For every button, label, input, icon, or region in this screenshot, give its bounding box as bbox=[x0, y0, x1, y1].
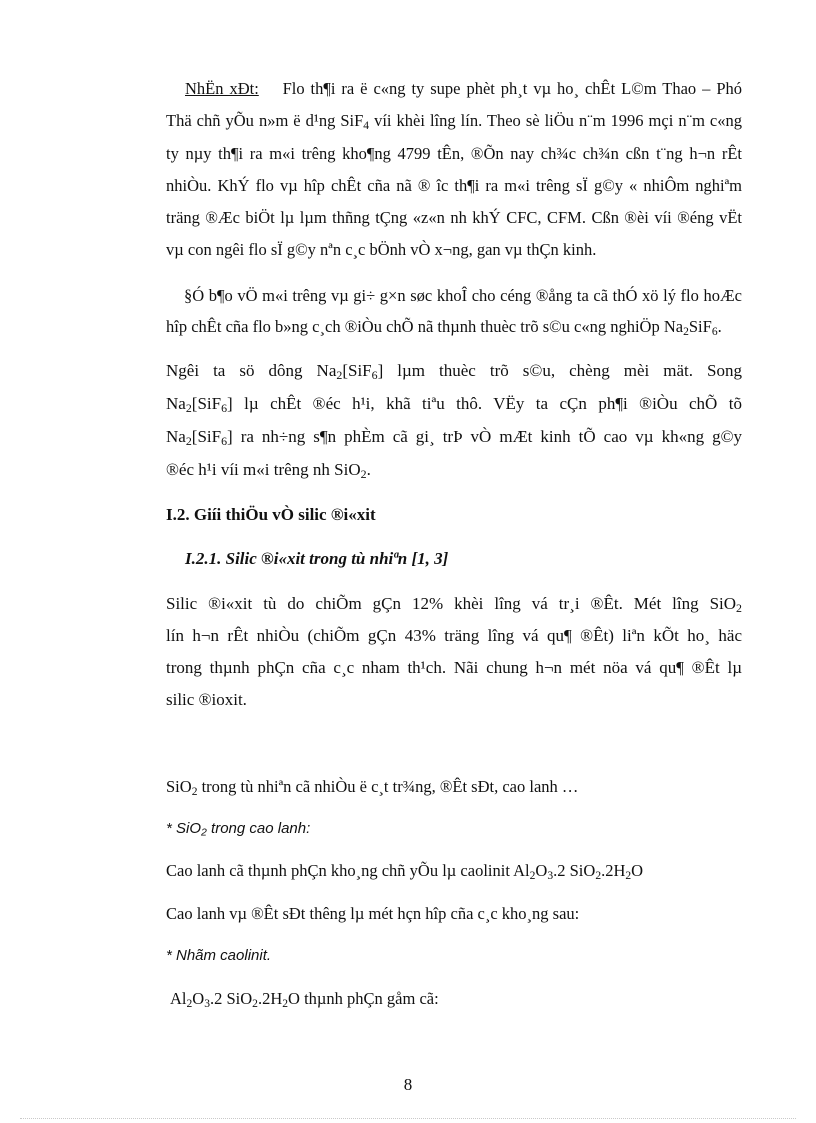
paragraph-3-line-4: ®éc h¹i víi m«i trêng nh SiO$_2$. bbox=[166, 460, 371, 481]
paragraph-1-line-6: vµ con ngêi flo sÏ g©y nªn c¸c bÖnh vÒ x¬ng, gan vµ thÇn kinh. bbox=[166, 240, 597, 259]
paragraph-1-line-5: träng ®Æc biÖt lµ lµm thñng tÇng «z«n nh khÝ CFC, CFM. Cßn ®èi víi ®éng vËt bbox=[166, 208, 742, 227]
paragraph-3-line-1: Ngêi ta sö dông $Na_2[SiF_6]$ lµm thuèc trõ s©u, chèng mèi mät. Song bbox=[166, 361, 742, 382]
paragraph-2-line-2: hîp chÊt cña flo b»ng c¸ch ®iÒu chÕ nã thµnh thuèc trõ s©u c«ng nghiÖp $Na_2SiF_6$. bbox=[166, 317, 722, 338]
paragraph-5-line-2: * SiO$_2$ trong cao lanh: bbox=[166, 820, 311, 839]
paragraph-5-line-6: $Al_2O_3.2$ $SiO_2.2H_2O$ thµnh phÇn gåm cã: bbox=[170, 989, 439, 1010]
paragraph-1-line-3: ty nµy th¶i ra m«i trêng kho¶ng 4799 tÊn, ®Õn nay ch¾c ch¾n cßn t¨ng h¬n rÊt bbox=[166, 144, 742, 163]
paragraph-4-line-1: Silic ®i«xit tù do chiÕm gÇn 12% khèi lîng vá tr¸i ®Êt. Mét lîng SiO$_2$ bbox=[166, 594, 742, 615]
paragraph-1-line-1: NhËn xÐt: Flo th¶i ra ë c«ng ty supe phèt ph¸t vµ ho¸ chÊt L©m Thao – Phó bbox=[185, 79, 742, 98]
remark-label: NhËn xÐt: bbox=[185, 79, 259, 98]
paragraph-5-line-4: Cao lanh vµ ®Êt sÐt thêng lµ mét hçn hîp cña c¸c kho¸ng sau: bbox=[166, 904, 580, 923]
paragraph-5-line-5: * Nhãm caolinit. bbox=[166, 947, 272, 964]
paragraph-4-line-4: silic ®ioxit. bbox=[166, 690, 247, 709]
paragraph-3-line-2: $Na_2[SiF_6]$ lµ chÊt ®éc h¹i, khã tiªu thô. VËy ta cÇn ph¶i ®iÒu chÕ tõ bbox=[166, 394, 742, 415]
paragraph-4-line-3: trong thµnh phÇn cña c¸c nham th¹ch. Nãi chung h¬n mét nöa vá qu¶ ®Êt lµ bbox=[166, 658, 742, 677]
page-number: 8 bbox=[403, 1075, 413, 1094]
paragraph-1-line-4: nhiÒu. KhÝ flo vµ hîp chÊt cña nã ® îc th¶i ra m«i trêng sÏ g©y « nhiÔm nghiªm bbox=[166, 176, 742, 195]
paragraph-5-line-3: Cao lanh cã thµnh phÇn kho¸ng chñ yÕu lµ caolinit $Al_2O_3.2$ $SiO_2.2H_2O$ bbox=[166, 861, 644, 882]
paragraph-2-line-1: §Ó b¶o vÖ m«i trêng vµ gi÷ g×n søc khoÎ cho céng ®ång ta cã thÓ xö lý flo hoÆc bbox=[184, 286, 742, 305]
paragraph-4-line-2: lín h¬n rÊt nhiÒu (chiÕm gÇn 43% träng lîng vá qu¶ ®Êt) liªn kÕt ho¸ häc bbox=[166, 626, 742, 645]
page-bottom-divider bbox=[20, 1118, 796, 1119]
section-heading: I.2. Giíi thiÖu vÒ silic ®i«xit bbox=[166, 505, 376, 524]
paragraph-3-line-3: $Na_2[SiF_6]$ ra nh÷ng s¶n phÈm cã gi¸ trÞ vÒ mÆt kinh tÕ cao vµ kh«ng g©y bbox=[166, 427, 742, 448]
paragraph-5-line-1: SiO$_2$ trong tù nhiªn cã nhiÒu ë c¸t tr¾ng, ®Êt sÐt, cao lanh … bbox=[166, 777, 579, 798]
paragraph-1-line-2: Thä chñ yÕu n»m ë d¹ng SiF$_4$ víi khèi lîng lín. Theo sè liÖu n¨m 1996 mçi n¨m c«ng bbox=[166, 111, 742, 132]
subsection-heading: I.2.1. Silic ®i«xit trong tù nhiªn [1, 3] bbox=[185, 549, 449, 568]
